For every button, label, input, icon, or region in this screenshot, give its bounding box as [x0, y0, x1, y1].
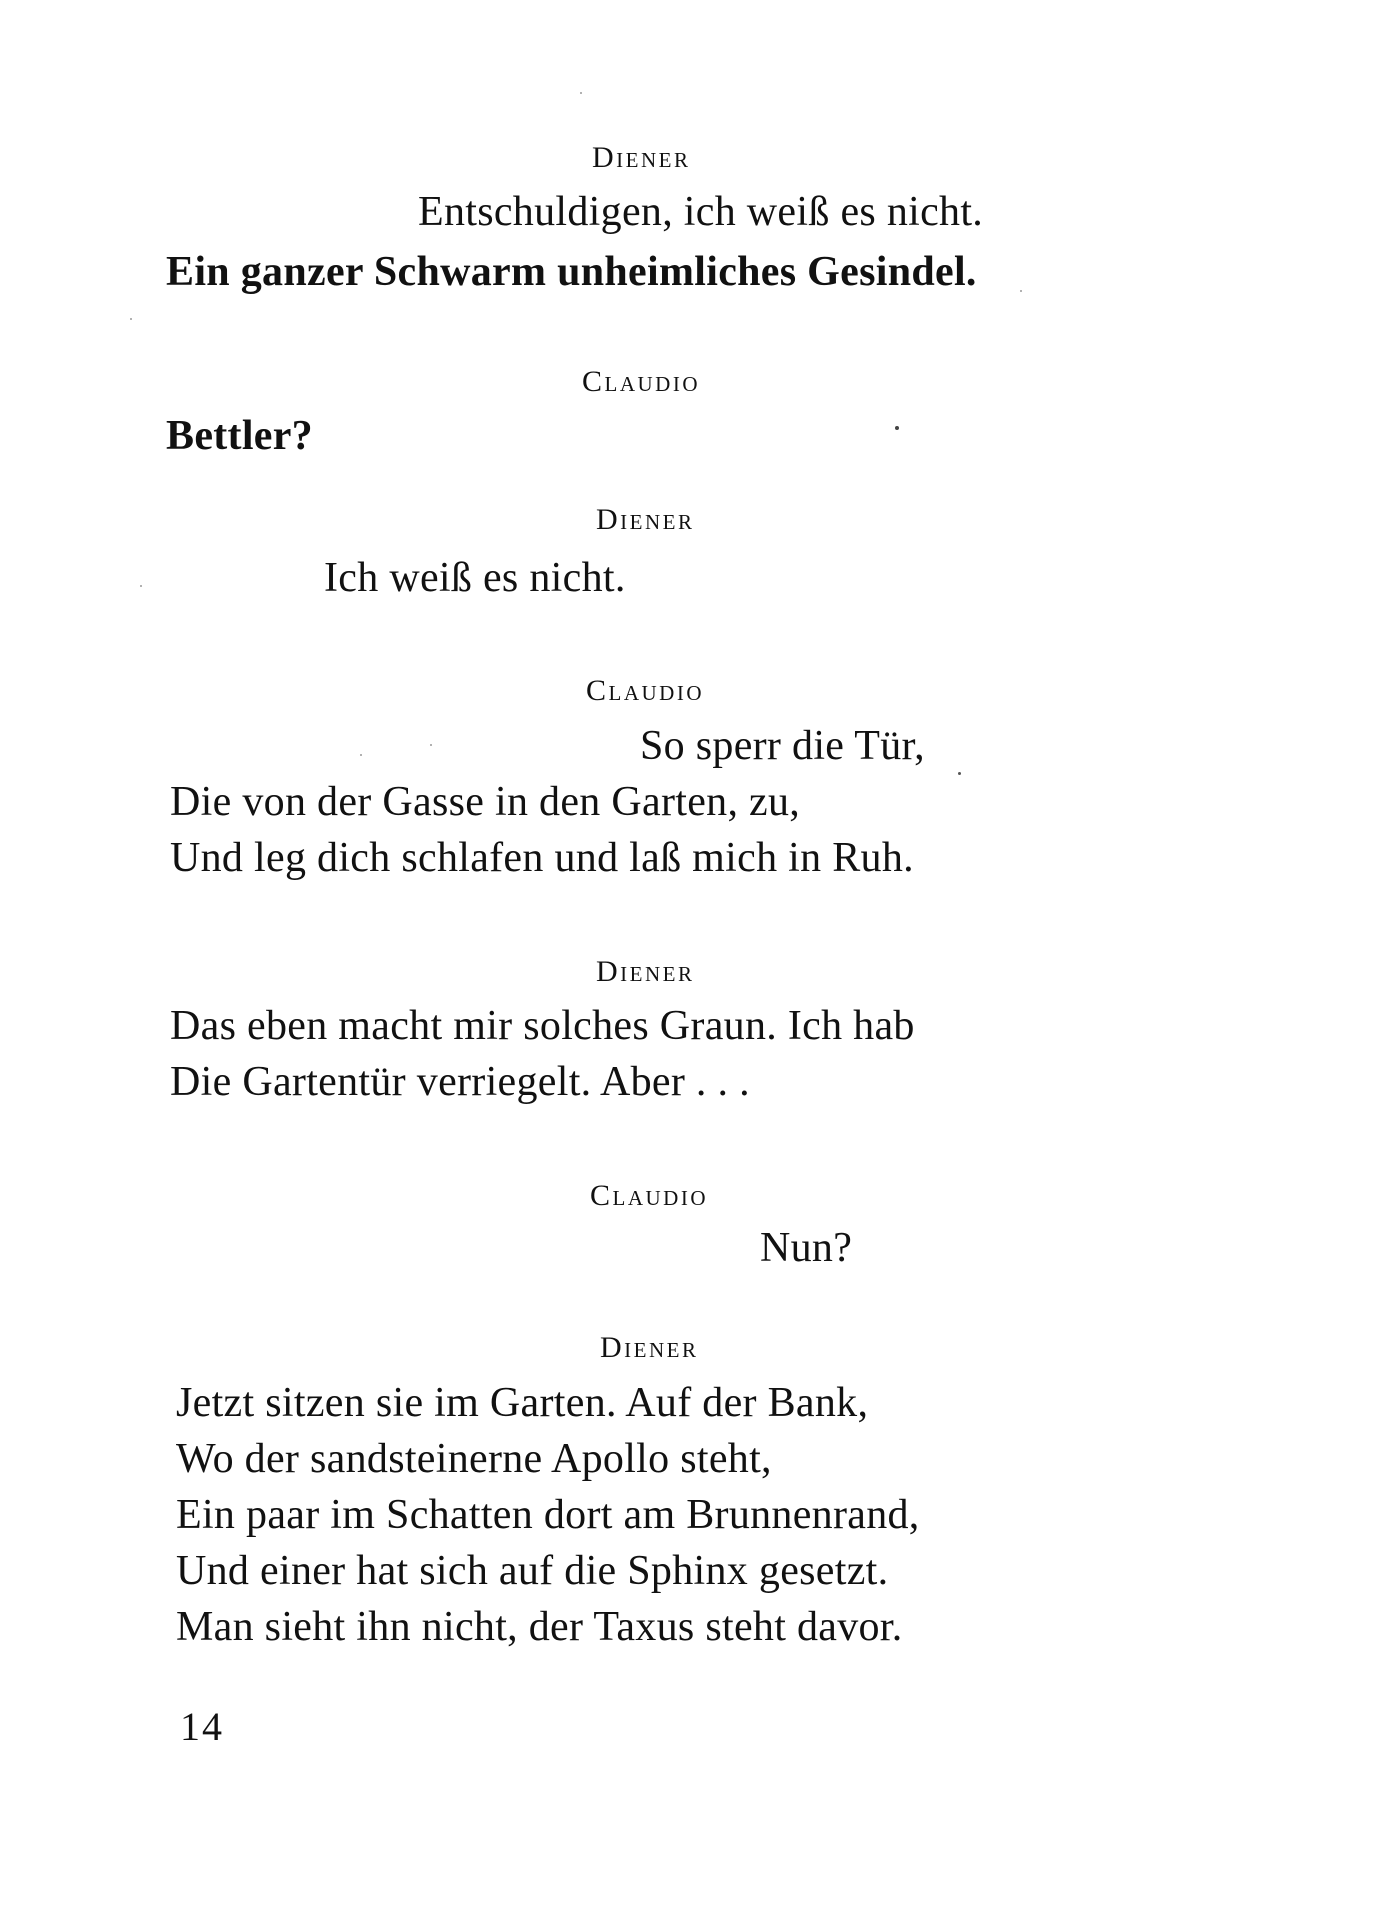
verse-line: Das eben macht mir solches Graun. Ich hab [170, 1003, 915, 1049]
verse-line: Wo der sandsteinerne Apollo steht, [176, 1436, 772, 1482]
scan-speck [130, 318, 132, 320]
speaker-label: Diener [592, 141, 691, 174]
verse-line: Man sieht ihn nicht, der Taxus steht davor. [176, 1604, 903, 1650]
verse-line: Ein ganzer Schwarm unheimliches Gesindel. [166, 249, 977, 295]
verse-line: Entschuldigen, ich weiß es nicht. [418, 189, 984, 235]
speaker-label: Claudio [586, 674, 704, 707]
verse-line: Ich weiß es nicht. [324, 555, 626, 601]
page-number: 14 [180, 1704, 224, 1749]
verse-line: So sperr die Tür, [640, 723, 925, 769]
speaker-label: Claudio [590, 1179, 708, 1212]
verse-line: Und einer hat sich auf die Sphinx gesetzt. [176, 1548, 889, 1594]
speaker-label: Diener [596, 955, 695, 988]
verse-line: Und leg dich schlafen und laß mich in Ruh. [170, 835, 914, 881]
scan-speck [430, 744, 432, 746]
scan-speck [895, 426, 899, 430]
verse-line: Die Gartentür verriegelt. Aber . . . [170, 1059, 750, 1105]
speaker-name [600, 1328, 699, 1368]
verse-line: Die von der Gasse in den Garten, zu, [170, 779, 801, 825]
verse-line: Jetzt sitzen sie im Garten. Auf der Bank, [176, 1380, 869, 1426]
speaker-name [586, 671, 704, 711]
speaker-label: Diener [600, 1331, 699, 1364]
scan-speck [580, 92, 582, 94]
scan-speck [958, 772, 961, 775]
speaker-label: Claudio [582, 365, 700, 398]
speaker-name [596, 500, 695, 540]
scan-speck [1020, 290, 1022, 292]
speaker-name [582, 362, 700, 402]
scan-speck [360, 754, 362, 756]
speaker-name [590, 1176, 708, 1216]
verse-line: Nun? [760, 1225, 853, 1271]
speaker-label: Diener [596, 503, 695, 536]
speaker-name [596, 952, 695, 992]
verse-line: Ein paar im Schatten dort am Brunnenrand, [176, 1492, 920, 1538]
verse-line: Bettler? [166, 413, 313, 459]
scan-speck [140, 585, 142, 587]
speaker-name [592, 138, 691, 178]
